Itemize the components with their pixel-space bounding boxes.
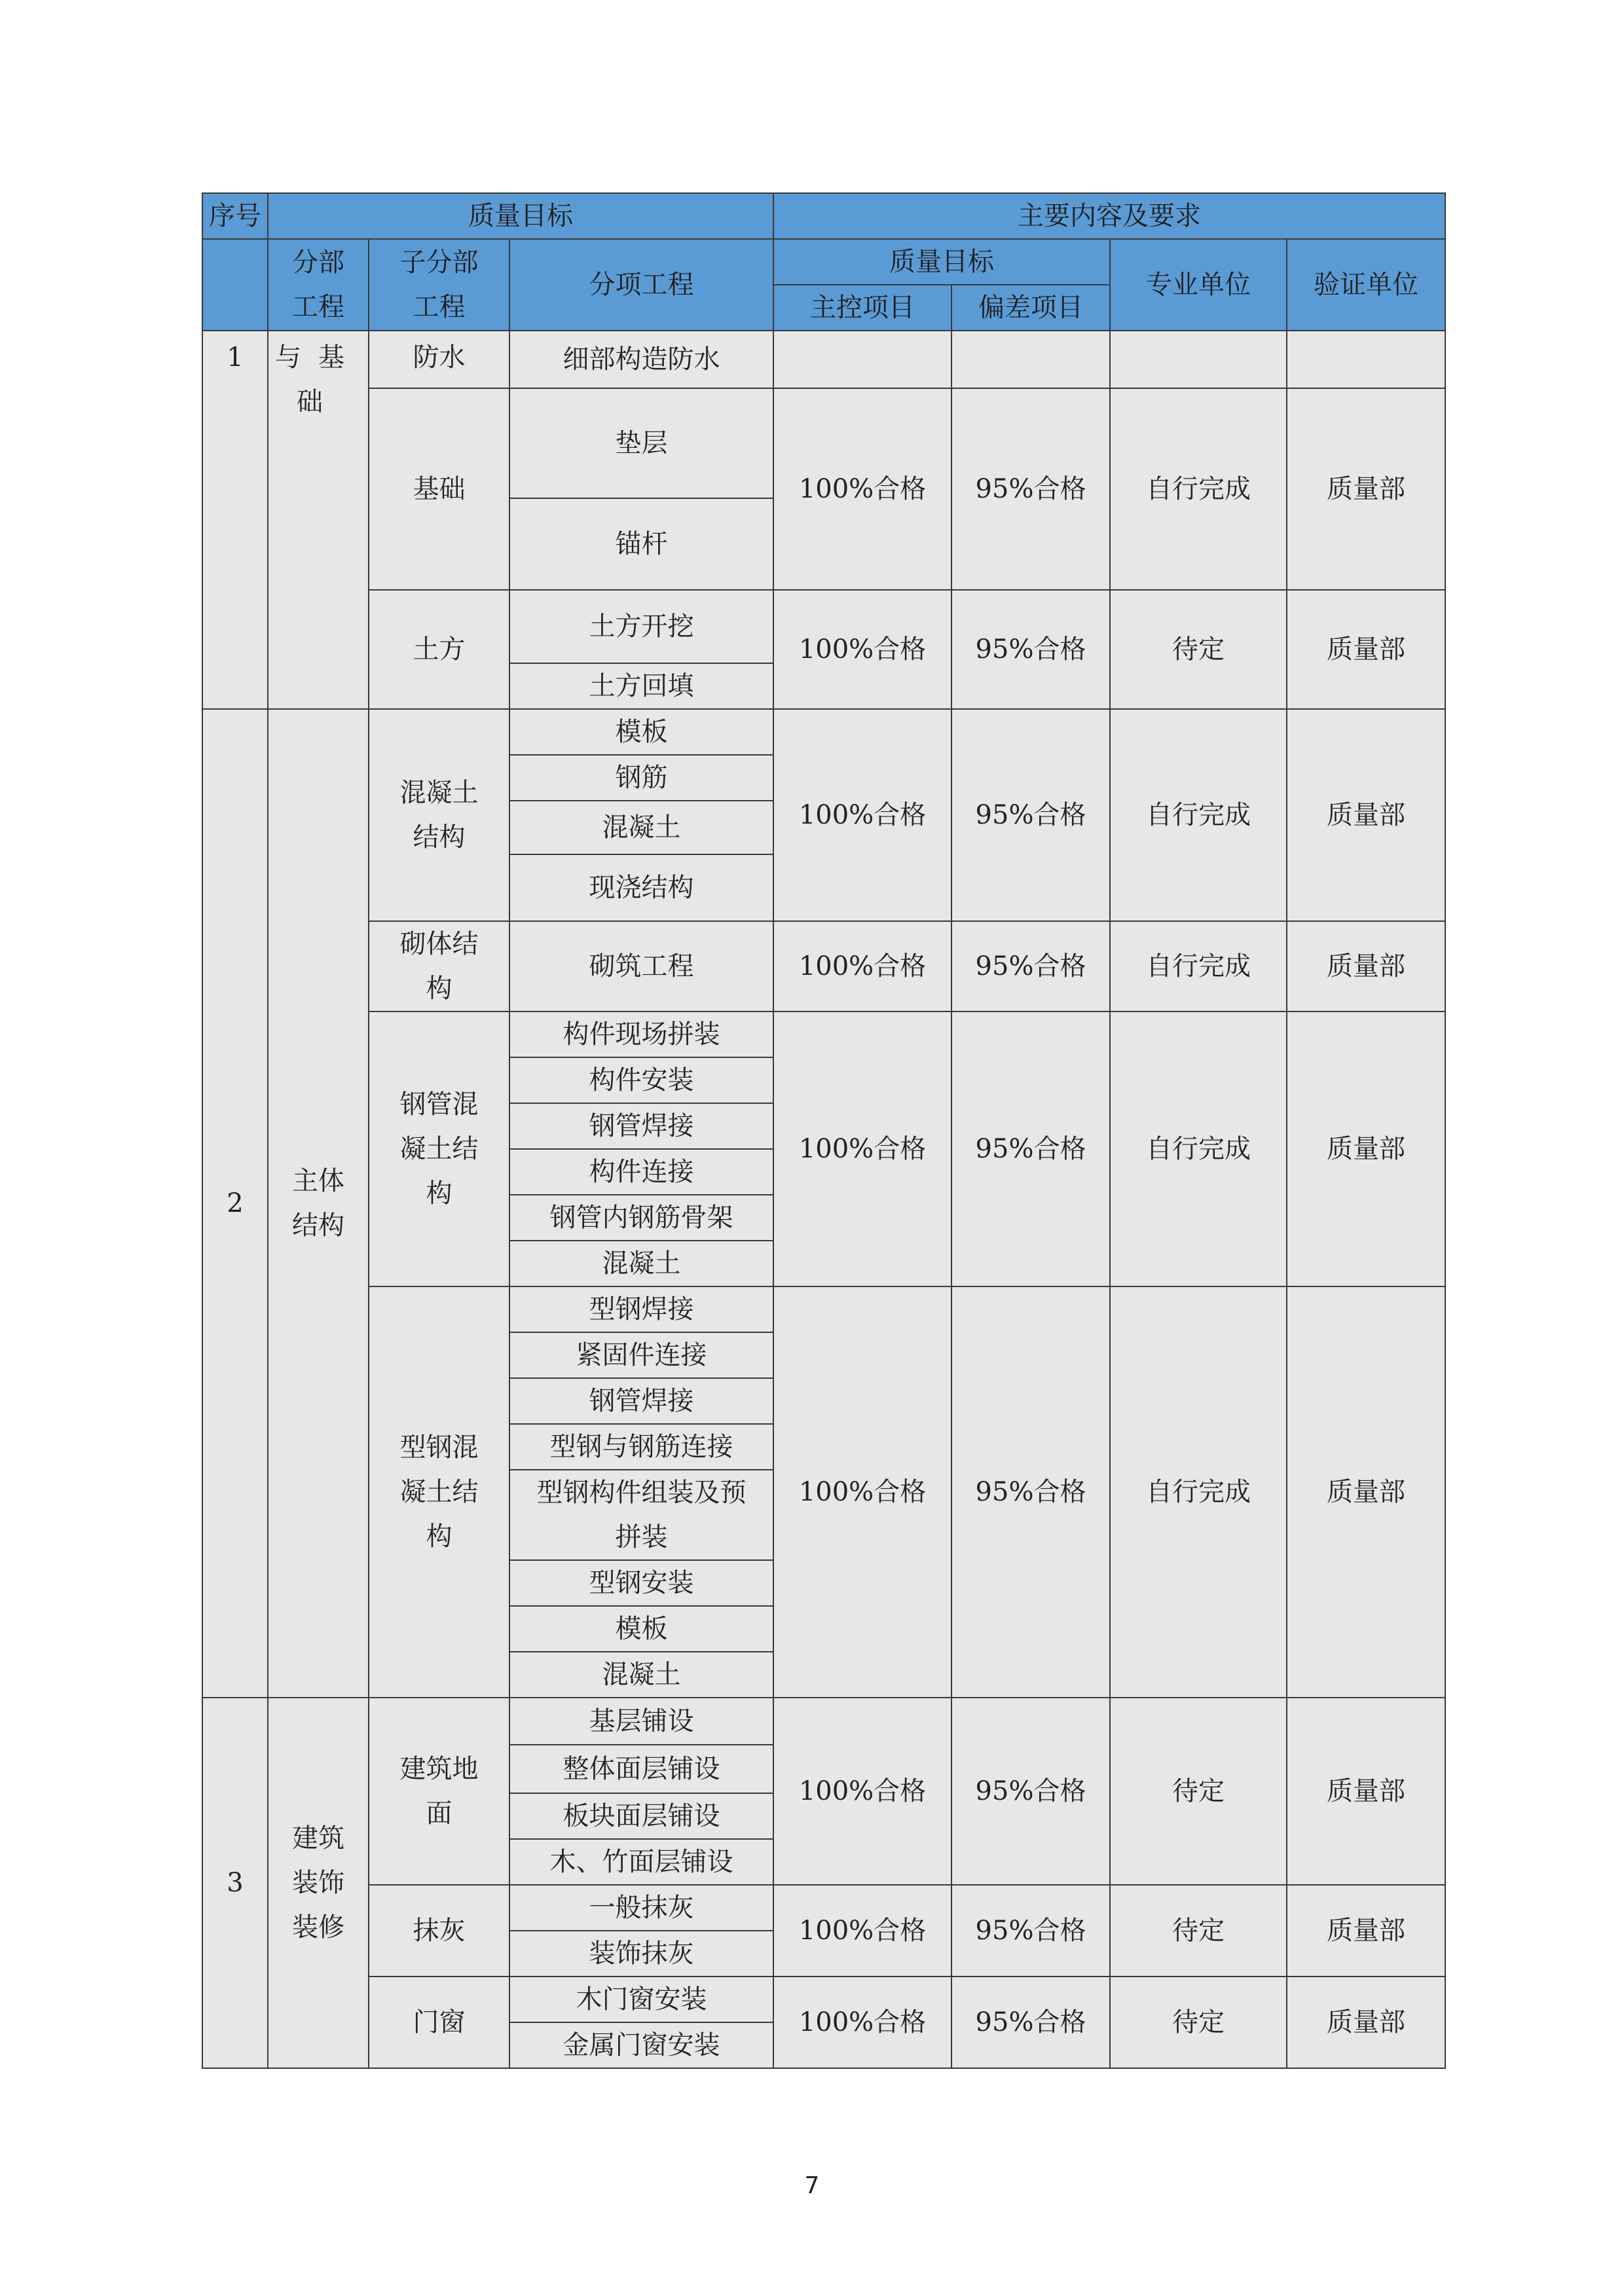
main-control-value-text: 100%合格 [798,2007,927,2037]
main-control-value [773,590,951,709]
verify-unit-value-text: 质量部 [1327,951,1405,981]
section-number [202,331,268,709]
item-name [509,663,773,709]
section-number [202,1698,268,2068]
item-name [509,1793,773,1839]
specialty-unit-value-text: 待定 [1172,1776,1225,1806]
specialty-unit-value [1110,590,1287,709]
item-name [509,1839,773,1885]
item-name [509,331,773,388]
item-name-text: 型钢与钢筋连接 [549,1432,733,1462]
item-name-text: 土方回填 [589,671,694,701]
section-number-text: 3 [227,1868,244,1898]
specialty-unit-value-text: 自行完成 [1146,1134,1251,1164]
subdivision-name-text: 钢管混 凝土结 构 [399,1089,479,1209]
item-name [509,1470,773,1560]
item-name-text: 土方开挖 [589,611,694,642]
header-specialty-unit: 专业单位 [1110,239,1287,331]
main-control-value [773,1011,951,1286]
specialty-unit-value-text: 待定 [1172,1916,1225,1946]
verify-unit-value-text: 质量部 [1327,634,1405,665]
subdivision-name-text: 砌体结 构 [399,929,479,1004]
specialty-unit-value [1110,1977,1287,2068]
quality-goals-table [202,192,1446,2069]
specialty-unit-value-text: 自行完成 [1146,474,1251,504]
verify-unit-value [1287,1011,1445,1286]
main-control-value-text: 100%合格 [798,1776,927,1806]
item-name-text: 现浇结构 [589,873,694,903]
item-name [509,1286,773,1332]
specialty-unit-value [1110,709,1287,921]
deviation-value-text: 95%合格 [975,2007,1086,2037]
deviation-value [951,921,1110,1011]
main-control-value [773,921,951,1011]
verify-unit-value [1287,921,1445,1011]
item-name [509,1424,773,1470]
verify-unit-value-text: 质量部 [1327,2007,1405,2037]
item-name [509,1931,773,1977]
subdivision-name-text: 土方 [413,634,466,665]
division-name-text: 建筑 装饰 装修 [292,1823,344,1942]
verify-unit-value [1287,709,1445,921]
table-row [202,709,1445,755]
verify-unit-value-text: 质量部 [1327,1134,1405,1164]
subdivision-name [369,388,509,590]
item-name [509,1332,773,1378]
item-name [509,498,773,590]
item-name-text: 构件安装 [589,1065,694,1095]
header-deviation: 偏差项目 [951,285,1110,331]
item-name [509,801,773,854]
division-name [268,1698,369,2068]
item-name [509,1885,773,1931]
item-name-text: 紧固件连接 [576,1340,707,1370]
table-row [202,1698,1445,1745]
table-row [202,388,1445,498]
item-name [509,1560,773,1606]
item-name [509,2022,773,2068]
main-control-value [773,1977,951,2068]
item-name [509,1057,773,1103]
deviation-value [951,1011,1110,1286]
specialty-unit-value [1110,921,1287,1011]
item-name-text: 型钢安装 [589,1568,694,1598]
specialty-unit-value [1110,331,1287,388]
table-row [202,1977,1445,2022]
item-name-text: 钢筋 [615,763,668,793]
item-name-text: 锚杆 [615,529,668,559]
verify-unit-value-text: 质量部 [1327,474,1405,504]
item-name [509,1241,773,1286]
deviation-value-text: 95%合格 [975,951,1086,981]
item-name-text: 混凝土 [602,1660,681,1690]
item-name [509,854,773,921]
subdivision-name-text: 建筑地 面 [399,1754,479,1829]
deviation-value-text: 95%合格 [975,1134,1086,1164]
specialty-unit-value-text: 自行完成 [1146,1477,1251,1507]
item-name [509,1698,773,1745]
deviation-value [951,388,1110,590]
subdivision-name-text: 门窗 [413,2007,466,2037]
verify-unit-value-text: 质量部 [1327,1776,1405,1806]
table-row [202,590,1445,663]
specialty-unit-value [1110,1286,1287,1698]
page-number: 7 [804,2172,820,2199]
deviation-value-text: 95%合格 [975,1477,1086,1507]
deviation-value [951,1286,1110,1698]
main-control-value [773,1885,951,1977]
deviation-value [951,331,1110,388]
main-control-value [773,1286,951,1698]
verify-unit-value [1287,1698,1445,1885]
specialty-unit-value [1110,1011,1287,1286]
deviation-value [951,1977,1110,2068]
item-name [509,1195,773,1241]
verify-unit-value-text: 质量部 [1327,1916,1405,1946]
header-verify-unit: 验证单位 [1287,239,1445,331]
verify-unit-value [1287,388,1445,590]
division-name-text: 与基础 [275,342,361,417]
item-name-text: 型钢构件组装及预 拼装 [536,1478,747,1552]
specialty-unit-value-text: 自行完成 [1146,951,1251,981]
specialty-unit-value [1110,388,1287,590]
item-name-text: 型钢焊接 [589,1294,694,1324]
subdivision-name-text: 基础 [413,474,466,504]
verify-unit-value-text: 质量部 [1327,800,1405,830]
specialty-unit-value [1110,1885,1287,1977]
deviation-value-text: 95%合格 [975,1916,1086,1946]
main-control-value [773,709,951,921]
deviation-value-text: 95%合格 [975,800,1086,830]
item-name-text: 构件现场拼装 [563,1019,720,1049]
header-division-text: 分部 工程 [292,247,344,322]
table-row [202,331,1445,388]
section-number-text: 2 [227,1188,244,1218]
header-quality-goal: 质量目标 [268,193,773,239]
main-control-value [773,388,951,590]
deviation-value-text: 95%合格 [975,1776,1086,1806]
header-item: 分项工程 [509,239,773,331]
section-number-text: 1 [227,342,244,373]
item-name [509,590,773,663]
item-name-text: 木门窗安装 [576,1984,707,2014]
item-name-text: 钢管内钢筋骨架 [549,1203,733,1233]
header-blank [202,239,268,331]
item-name-text: 混凝土 [602,1248,681,1279]
item-name [509,388,773,498]
item-name-text: 混凝土 [602,812,681,843]
item-name [509,1378,773,1424]
item-name-text: 板块面层铺设 [563,1801,720,1831]
specialty-unit-value-text: 待定 [1172,634,1225,665]
item-name-text: 木、竹面层铺设 [549,1847,733,1877]
item-name-text: 基层铺设 [589,1706,694,1736]
specialty-unit-value [1110,1698,1287,1885]
section-number [202,709,268,1698]
table-row [202,1286,1445,1332]
header-subdivision [369,239,509,331]
item-name-text: 一般抹灰 [589,1893,694,1923]
verify-unit-value-text: 质量部 [1327,1477,1405,1507]
subdivision-name [369,1698,509,1885]
header-quality-goal-sub: 质量目标 [773,239,1110,285]
subdivision-name [369,709,509,921]
subdivision-name [369,1977,509,2068]
division-name [268,331,369,709]
header-subdivision-text: 子分部 工程 [399,247,479,322]
item-name-text: 钢管焊接 [589,1386,694,1416]
item-name-text: 装饰抹灰 [589,1939,694,1969]
subdivision-name-text: 混凝土 结构 [399,778,479,852]
item-name-text: 构件连接 [589,1157,694,1187]
verify-unit-value [1287,590,1445,709]
item-name [509,1011,773,1057]
header-seq: 序号 [202,193,268,239]
item-name [509,1103,773,1149]
item-name-text: 垫层 [615,428,668,458]
subdivision-name [369,331,509,388]
item-name-text: 模板 [615,1614,668,1644]
item-name-text: 细部构造防水 [563,344,720,374]
deviation-value-text: 95%合格 [975,634,1086,665]
subdivision-name [369,921,509,1011]
deviation-value [951,590,1110,709]
item-name-text: 模板 [615,717,668,747]
item-name-text: 金属门窗安装 [563,2030,720,2060]
division-name [268,709,369,1698]
main-control-value [773,331,951,388]
specialty-unit-value-text: 待定 [1172,2007,1225,2037]
deviation-value [951,1885,1110,1977]
verify-unit-value [1287,1286,1445,1698]
division-name-text: 主体 结构 [292,1166,344,1241]
table-row [202,1885,1445,1931]
item-name-text: 砌筑工程 [589,951,694,981]
verify-unit-value [1287,1885,1445,1977]
item-name [509,1606,773,1652]
main-control-value-text: 100%合格 [798,634,927,665]
item-name [509,1652,773,1698]
main-control-value-text: 100%合格 [798,951,927,981]
table-row [202,921,1445,1011]
item-name-text: 整体面层铺设 [563,1754,720,1784]
header-main-control: 主控项目 [773,285,951,331]
item-name [509,921,773,1011]
table-row [202,1011,1445,1057]
verify-unit-value [1287,1977,1445,2068]
main-control-value-text: 100%合格 [798,1134,927,1164]
item-name [509,1149,773,1195]
deviation-value-text: 95%合格 [975,474,1086,504]
main-control-value [773,1698,951,1885]
deviation-value [951,709,1110,921]
item-name [509,1745,773,1793]
item-name [509,1977,773,2022]
subdivision-name [369,1286,509,1698]
item-name [509,709,773,755]
deviation-value [951,1698,1110,1885]
main-control-value-text: 100%合格 [798,1477,927,1507]
main-control-value-text: 100%合格 [798,800,927,830]
subdivision-name-text: 抹灰 [413,1916,466,1946]
subdivision-name-text: 型钢混 凝土结 构 [399,1432,479,1552]
verify-unit-value [1287,331,1445,388]
main-control-value-text: 100%合格 [798,1916,927,1946]
subdivision-name [369,1885,509,1977]
subdivision-name [369,1011,509,1286]
header-division [268,239,369,331]
item-name [509,755,773,801]
item-name-text: 钢管焊接 [589,1111,694,1141]
subdivision-name-text: 防水 [413,342,466,373]
specialty-unit-value-text: 自行完成 [1146,800,1251,830]
header-main-content: 主要内容及要求 [773,193,1445,239]
subdivision-name [369,590,509,709]
main-control-value-text: 100%合格 [798,474,927,504]
